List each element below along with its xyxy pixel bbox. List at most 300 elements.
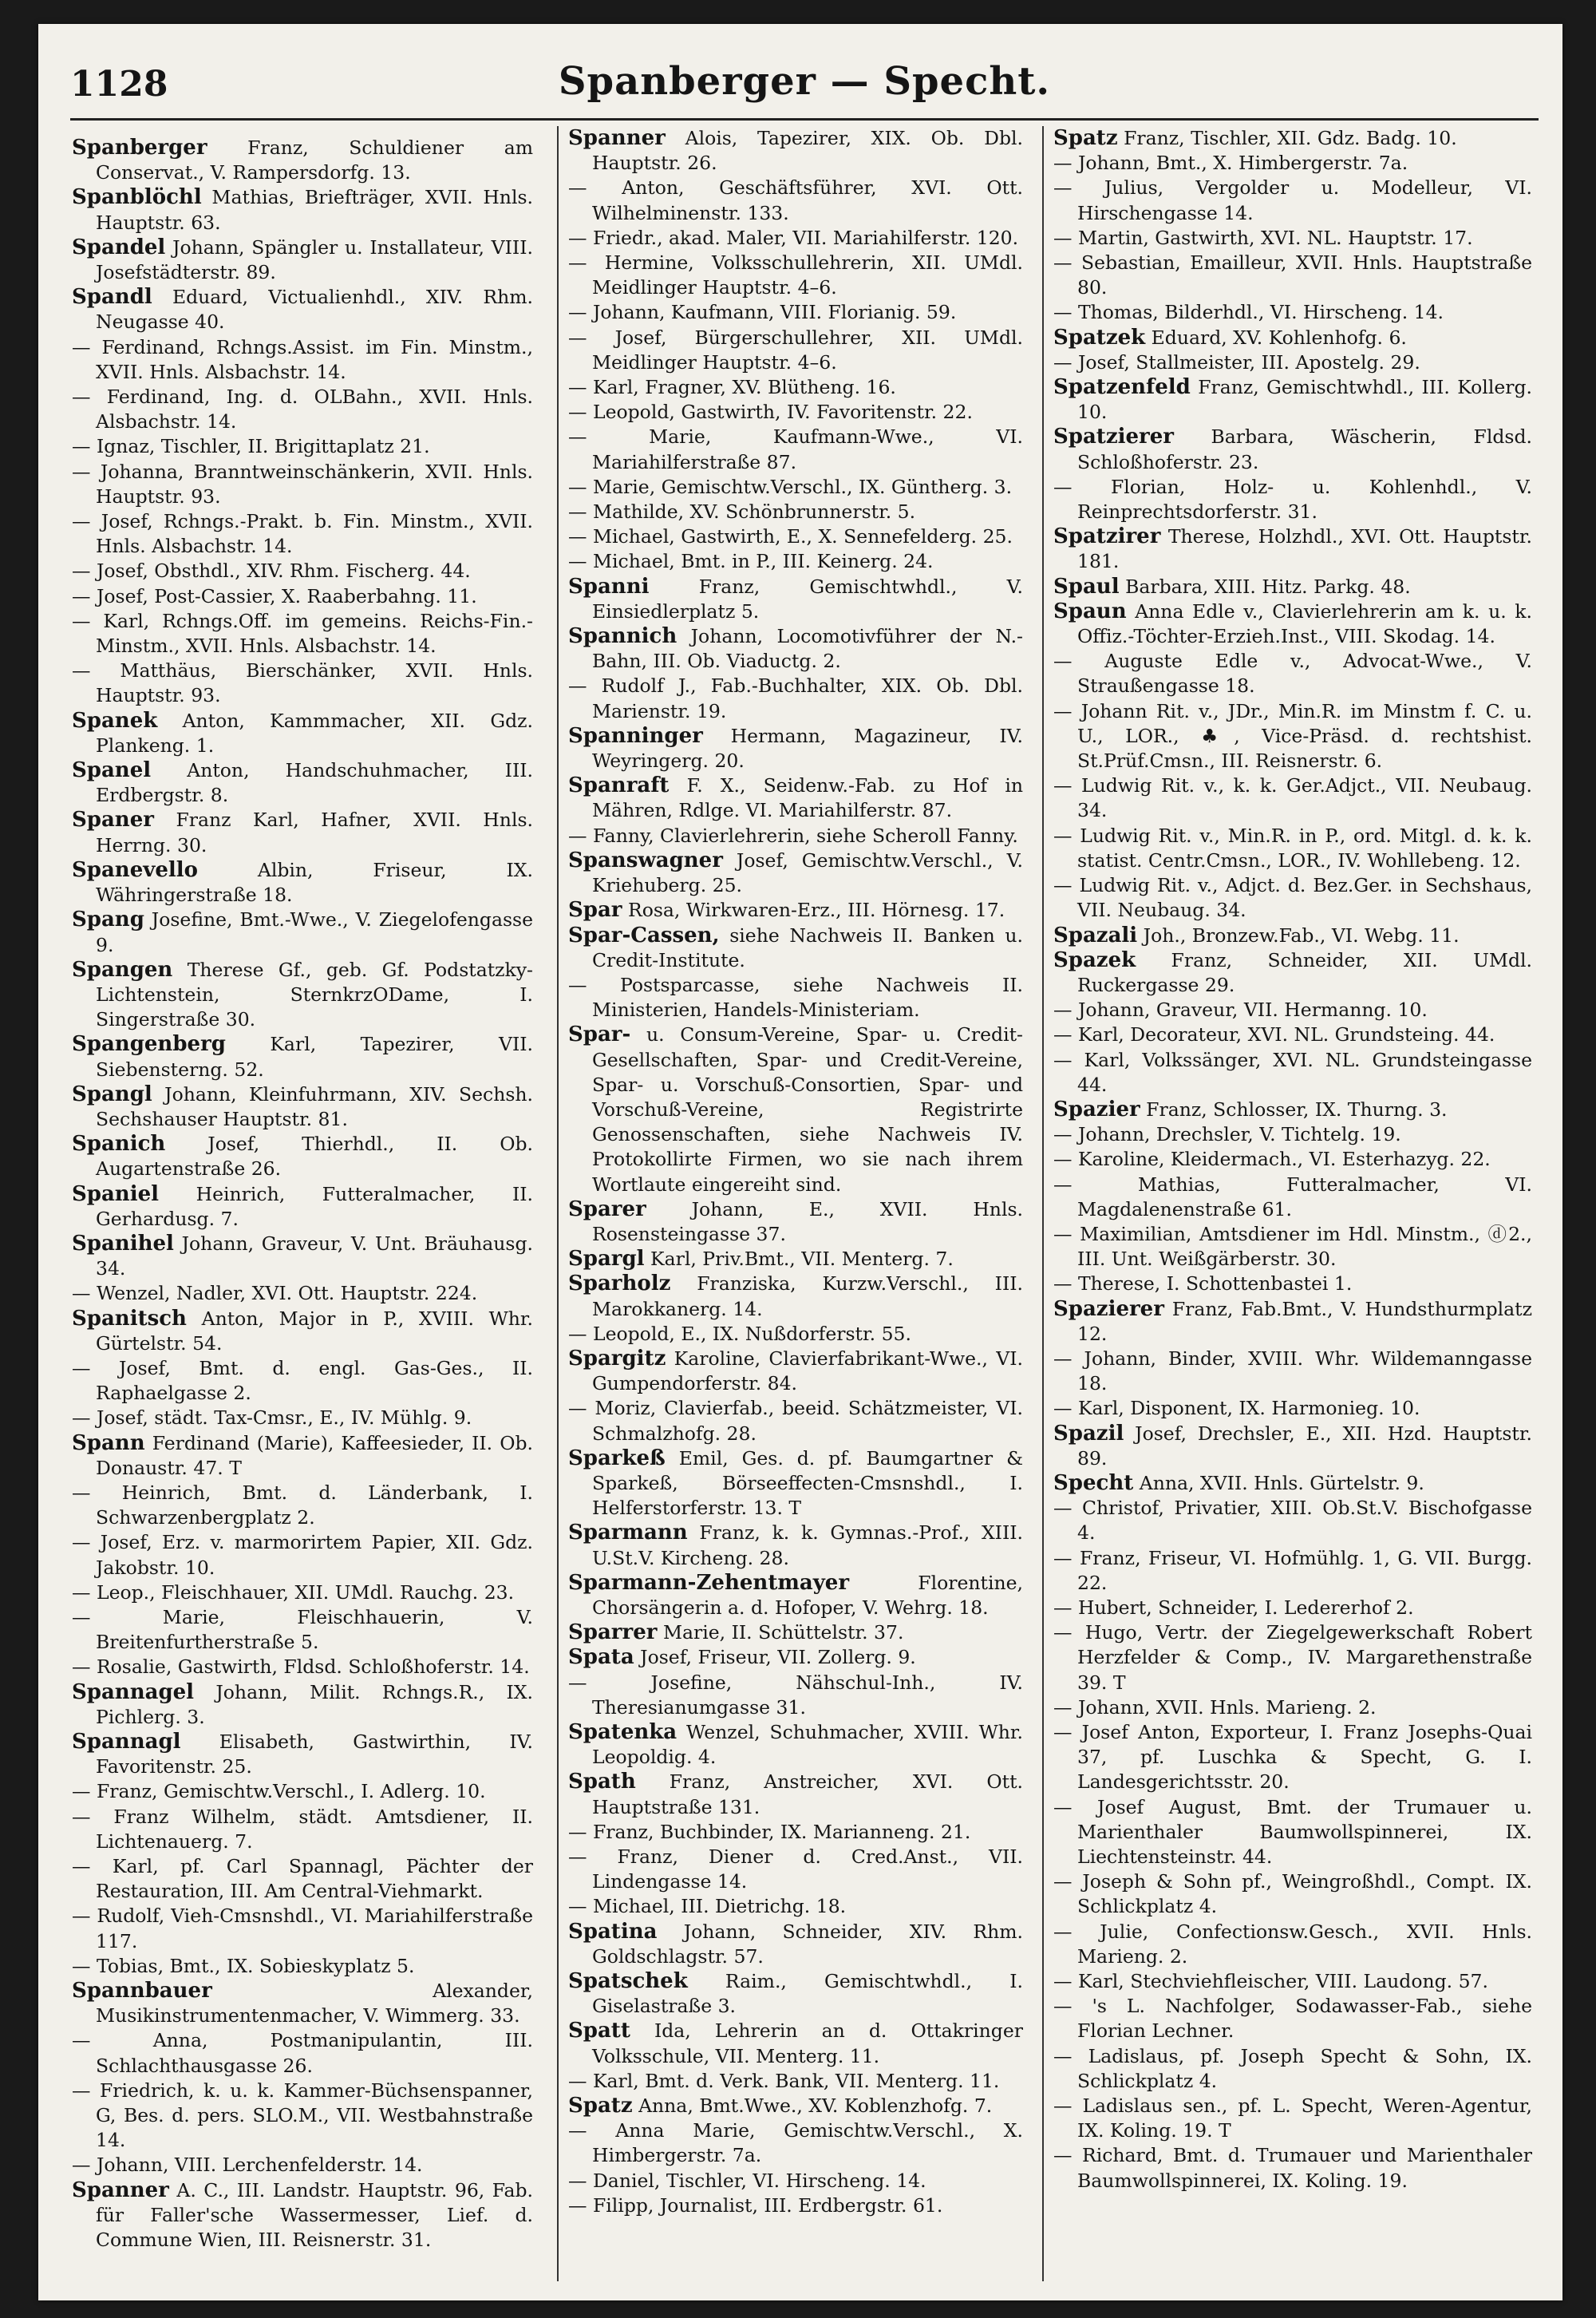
entry-details: — Johanna, Branntweinschänkerin, XVII. Hnls. Hauptstr. 93. [72,460,533,508]
entry-details: — Josef August, Bmt. der Trumauer u. Marienthaler Baumwollspinnerei, IX. Liechtensteinstr. 44. [1053,1795,1532,1869]
entry-details: — Josef, Bmt. d. engl. Gas-Ges., II. Raphaelgasse 2. [72,1356,533,1405]
entry-details: Franz, Schneider, XII. UMdl. Ruckergasse 29. [1077,948,1532,996]
entry-details: Alexander, Musikinstrumentenmacher, V. Wimmerg. 33. [96,1980,533,2027]
entry-details: Barbara, XIII. Hitz. Parkg. 48. [1125,575,1411,598]
entry-details: — Filipp, Journalist, III. Erdbergstr. 61. [568,2193,943,2217]
entry-details: — Friedrich, k. u. k. Kammer-Büchsenspanner, G, Bes. d. pers. SLO.M., VII. Westbahnstraße 14. [72,2079,533,2152]
entry-details: Anton, Major in P., XVIII. Whr. Gürtelstr. 54. [96,1307,533,1355]
directory-entry [1053,1994,1532,2043]
directory-entry [1053,425,1532,474]
directory-entry [568,674,1023,723]
directory-page [38,24,1562,2300]
directory-entry [1053,2094,1532,2143]
directory-entry [72,1281,533,1306]
directory-entry [568,1446,1023,1521]
entry-details: Franziska, Kurzw.Verschl., III. Marokkanerg. 14. [592,1272,1023,1320]
directory-entry [1053,699,1532,774]
entry-surname: Sparrer [568,1620,658,1645]
directory-entry [568,1521,1023,1570]
entry-details: — Leopold, Gastwirth, IV. Favoritenstr. 22. [568,401,973,424]
entry-surname: Sparmann [568,1521,688,1545]
directory-entry [568,824,1023,848]
entry-details: — Josef, Obsthdl., XIV. Rhm. Fischerg. 44. [72,560,471,583]
entry-details: — Johann, Binder, XVIII. Whr. Wildemanngasse 18. [1053,1347,1532,1395]
entry-details: — 's L. Nachfolger, Sodawasser-Fab., siehe Florian Lechner. [1053,1995,1532,2043]
entry-details: Josefine, Bmt.-Wwe., V. Ziegelofengasse 9. [96,908,533,956]
entry-details: — Michael, Gastwirth, E., X. Sennefelderg. 25. [568,525,1013,548]
directory-entry [568,575,1023,624]
directory-entry [568,1720,1023,1770]
directory-entry [72,2153,533,2178]
entry-details: Johann, Schneider, XIV. Rhm. Goldschlagstr. 57. [592,1920,1023,1968]
directory-entry [568,1347,1023,1396]
entry-details: — Moriz, Clavierfab., beeid. Schätzmeister, VI. Schmalzhofg. 28. [568,1397,1023,1445]
entry-details: — Leopold, E., IX. Nußdorferstr. 55. [568,1322,911,1345]
entry-details: — Josef, Stallmeister, III. Apostelg. 29. [1053,350,1420,374]
entry-details: Franz, Fab.Bmt., V. Hundsthurmplatz 12. [1077,1297,1532,1345]
entry-surname: Spang [72,908,144,932]
directory-entry [72,808,533,857]
entry-surname: Spangenberg [72,1032,226,1057]
entry-surname: Spatz [568,2094,633,2118]
entry-details: Josef, Gemischtw.Verschl., V. Kriehuberg. 25. [592,848,1023,897]
column-1 [72,136,533,2253]
entry-details: Therese Gf., geb. Gf. Podstatzky-Lichtenstein, SternkrzODame, I. Singerstraße 30. [96,958,533,1031]
entry-details: — Karl, pf. Carl Spannagl, Pächter der Restauration, III. Am Central-Viehmarkt. [72,1855,533,1903]
directory-entry [1053,326,1532,350]
directory-entry [1053,924,1532,948]
entry-details: Anna, XVII. Hnls. Gürtelstr. 9. [1139,1471,1424,1494]
entry-details: — Leop., Fleischhauer, XII. UMdl. Rauchg. 23. [72,1580,515,1604]
entry-surname: Spanblöchl [72,185,202,210]
entry-surname: Sparmann-Zehentmayer [568,1570,850,1595]
directory-entry [72,1580,533,1605]
entry-details: — Wenzel, Nadler, XVI. Ott. Hauptstr. 224. [72,1282,478,1305]
directory-entry [1053,1695,1532,1720]
entry-details: — Karl, Fragner, XV. Blütheng. 16. [568,376,896,399]
entry-surname: Spazali [1053,923,1138,947]
directory-entry [1053,773,1532,823]
directory-entry [1053,1471,1532,1496]
entry-details: — Joseph & Sohn pf., Weingroßhdl., Compt. IX. Schlickplatz 4. [1053,1870,1532,1918]
directory-entry [568,176,1023,225]
entry-details: — Ludwig Rit. v., Adjct. d. Bez.Ger. in Sechshaus, VII. Neubaug. 34. [1053,874,1532,922]
directory-entry [1053,1173,1532,1222]
directory-entry [72,434,533,459]
entry-details: Johann, Kleinfuhrmann, XIV. Sechsh. Sechshauser Hauptstr. 81. [96,1082,533,1130]
entry-details: Joh., Bronzew.Fab., VI. Webg. 11. [1143,924,1460,947]
directory-entry [1053,824,1532,873]
directory-entry [568,375,1023,400]
entry-surname: Spannagel [72,1679,195,1704]
entry-surname: Spatzierer [1053,425,1174,449]
directory-entry [72,1805,533,1854]
directory-entry [568,1023,1023,1197]
entry-details: — Josef, städt. Tax-Cmsr., E., IV. Mühlg. 9. [72,1406,472,1430]
directory-entry [72,2178,533,2253]
entry-details: — Mathilde, XV. Schönbrunnerstr. 5. [568,500,916,524]
directory-entry [1053,1222,1532,1272]
directory-entry [1053,1795,1532,1870]
directory-entry [1053,1147,1532,1172]
entry-details: A. C., III. Landstr. Hauptstr. 96, Fab. für Faller'sche Wassermesser, Lief. d. Commune Wien, III. Reisnerstr. 31. [96,2178,533,2252]
entry-details: — Ferdinand, Rchngs.Assist. im Fin. Minstm., XVII. Hnls. Alsbachstr. 14. [72,335,533,383]
entry-surname: Spargl [568,1247,645,1272]
directory-entry [72,709,533,758]
directory-entry [72,1307,533,1356]
entry-details: — Ludwig Rit. v., Min.R. in P., ord. Mitgl. d. k. k. statist. Centr.Cmsn., LOR., IV. Wohllebeng. 12. [1053,824,1532,872]
directory-entry [72,958,533,1033]
directory-entry [1053,575,1532,599]
entry-details: F. X., Seidenw.-Fab. zu Hof in Mähren, Rdlge. VI. Mariahilferstr. 87. [592,774,1023,822]
entry-surname: Spatina [568,1919,658,1944]
entry-details: — Daniel, Tischler, VI. Hirscheng. 14. [568,2169,926,2192]
entry-details: — Richard, Bmt. d. Trumauer und Marienthaler Baumwollspinnerei, IX. Koling. 19. [1053,2144,1532,2192]
entry-details: — Therese, I. Schottenbastei 1. [1053,1272,1353,1295]
page-header [70,57,1539,113]
directory-entry [568,724,1023,773]
entry-details: — Ludwig Rit. v., k. k. Ger.Adjct., VII. Neubaug. 34. [1053,774,1532,822]
column-2 [557,126,1023,2281]
entry-details: — Johann, VIII. Lerchenfelderstr. 14. [72,2154,423,2177]
directory-entry [72,136,533,185]
entry-details: — Julius, Vergolder u. Modelleur, VI. Hirschengasse 14. [1053,176,1532,224]
directory-entry [568,973,1023,1023]
entry-details: — Johann Rit. v., JDr., Min.R. im Minstm f. C. u. U., LOR., ♣, Vice-Präsd. d. rechtshist. St.Prüf.Cmsn., III. Reisnerstr. 6. [1053,699,1532,773]
entry-details: — Karl, Volkssänger, XVI. NL. Grundsteingasse 44. [1053,1048,1532,1096]
entry-surname: Spanner [72,2178,169,2202]
directory-entry [1053,151,1532,176]
directory-entry [72,1854,533,1904]
directory-entry [1053,1272,1532,1296]
directory-entry [568,1571,1023,1620]
entry-surname: Sparkeß [568,1446,666,1470]
entry-surname: Spaner [72,808,154,833]
entry-details: — Ladislaus, pf. Joseph Specht & Sohn, IX. Schlickplatz 4. [1053,2044,1532,2092]
entry-surname: Spatzek [1053,325,1146,350]
entry-details: — Karl, Rchngs.Off. im gemeins. Reichs-Fin.-Minstm., XVII. Hnls. Alsbachstr. 14. [72,609,533,658]
directory-entry [72,1082,533,1132]
directory-entry [568,500,1023,524]
directory-entry [568,1247,1023,1272]
page-title: Spanberger — Specht. [558,59,1051,104]
directory-entry [1053,1297,1532,1347]
entry-details: — Julie, Confectionsw.Gesch., XVII. Hnls. Marieng. 2. [1053,1920,1532,1968]
entry-surname: Spargitz [568,1346,666,1371]
directory-entry [568,2094,1023,2118]
directory-entry [72,1904,533,1953]
entry-details: — Postsparcasse, siehe Nachweis II. Ministerien, Handels-Ministeriam. [568,973,1023,1022]
directory-entry [72,1954,533,1979]
directory-entry [1053,599,1532,649]
directory-entry [1053,1122,1532,1147]
entry-details: Marie, II. Schüttelstr. 37. [662,1621,904,1644]
entry-surname: Spanitsch [72,1306,187,1331]
directory-entry [568,1920,1023,1969]
directory-entry [568,1820,1023,1845]
entry-details: — Heinrich, Bmt. d. Länderbank, I. Schwarzenbergplatz 2. [72,1481,533,1529]
entry-details: Johann, Graveur, V. Unt. Bräuhausg. 34. [96,1232,533,1280]
entry-details: Anna Edle v., Clavierlehrerin am k. u. k. Offiz.-Töchter-Erzieh.Inst., VIII. Skodag. 14. [1077,599,1532,648]
entry-surname: Spanek [72,708,158,733]
directory-entry [1053,1098,1532,1122]
entry-details: — Johann, Graveur, VII. Hermanng. 10. [1053,999,1428,1022]
directory-entry [72,584,533,609]
entry-details: — Franz, Friseur, VI. Hofmühlg. 1, G. VII. Burgg. 22. [1053,1546,1532,1594]
entry-surname: Specht [1053,1470,1134,1495]
entry-details: — Hubert, Schneider, I. Ledererhof 2. [1053,1596,1414,1619]
directory-entry [568,2069,1023,2094]
entry-details: — Hermine, Volksschullehrerin, XII. UMdl. Meidlinger Hauptstr. 4–6. [568,251,1023,299]
entry-surname: Spangen [72,957,173,982]
directory-entry [1053,1023,1532,1047]
directory-entry [1053,226,1532,251]
entry-surname: Spazil [1053,1421,1124,1446]
entry-details: Franz, k. k. Gymnas.-Prof., XIII. U.St.V. Kircheng. 28. [592,1521,1023,1569]
directory-entry [1053,2143,1532,2193]
directory-entry [568,1396,1023,1446]
entry-details: Ferdinand (Marie), Kaffeesieder, II. Ob. Donaustr. 47. T [96,1431,533,1479]
entry-details: Wenzel, Schuhmacher, XVIII. Whr. Leopoldig. 4. [592,1721,1023,1769]
directory-entry [568,1671,1023,1720]
entry-details: — Johann, XVII. Hnls. Marieng. 2. [1053,1695,1377,1719]
entry-details: — Karl, Bmt. d. Verk. Bank, VII. Menterg. 11. [568,2069,1000,2092]
entry-details: — Karl, Stechviehfleischer, VIII. Laudong. 57. [1053,1970,1488,1993]
entry-details: Emil, Ges. d. pf. Baumgartner & Sparkeß, Börseeffecten-Cmsnshdl., I. Helferstorferstr. 13. T [592,1446,1023,1520]
directory-entry [72,2079,533,2154]
entry-details: Therese, Holzhdl., XVI. Ott. Hauptstr. 181. [1077,525,1532,573]
entry-details: — Fanny, Clavierlehrerin, siehe Scheroll Fanny. [568,824,1018,847]
directory-entry [72,1232,533,1281]
entry-details: — Michael, III. Dietrichg. 18. [568,1895,847,1918]
entry-details: Anton, Handschuhmacher, III. Erdbergstr. 8. [96,759,533,807]
entry-details: Johann, Milit. Rchngs.R., IX. Pichlerg. 3. [96,1680,533,1728]
entry-surname: Sparer [568,1197,646,1221]
directory-entry [72,1730,533,1779]
entry-details: — Johann, Bmt., X. Himbergerstr. 7a. [1053,152,1408,175]
directory-entry [72,609,533,659]
directory-entry [72,559,533,583]
entry-details: Mathias, Briefträger, XVII. Hnls. Hauptstr. 63. [96,186,533,234]
entry-surname: Spatzirer [1053,524,1161,549]
directory-entry [568,2193,1023,2218]
entry-details: Barbara, Wäscherin, Fldsd. Schloßhoferstr. 23. [1077,425,1532,473]
directory-entry [72,1481,533,1530]
entry-surname: Spar [568,898,622,923]
directory-entry [568,2169,1023,2193]
directory-entry [72,1032,533,1082]
directory-entry [72,858,533,908]
entry-surname: Spatz [1053,126,1118,150]
entry-details: — Anna, Postmanipulantin, III. Schlachthausgasse 26. [72,2029,533,2077]
entry-details: — Friedr., akad. Maler, VII. Mariahilferstr. 120. [568,226,1019,249]
entry-details: — Tobias, Bmt., IX. Sobieskyplatz 5. [72,1954,415,1977]
directory-entry [72,1182,533,1232]
entry-details: — Karoline, Kleidermach., VI. Esterhazyg. 22. [1053,1148,1491,1171]
entry-details: — Michael, Bmt. in P., III. Keinerg. 24. [568,550,934,573]
entry-details: Florentine, Chorsängerin a. d. Hofoper, V. Wehrg. 18. [592,1571,1023,1619]
entry-surname: Spatt [568,2019,630,2043]
directory-entry [1053,649,1532,698]
entry-details: — Marie, Kaufmann-Wwe., VI. Mariahilferstraße 87. [568,425,1023,473]
directory-entry [1053,998,1532,1023]
entry-details: Franz, Gemischtwhdl., V. Einsiedlerplatz 5. [592,575,1023,623]
entry-details: — Sebastian, Emailleur, XVII. Hnls. Hauptstraße 80. [1053,251,1532,299]
entry-details: Hermann, Magazineur, IV. Weyringerg. 20. [592,724,1023,773]
directory-entry [72,908,533,957]
directory-entry [72,1356,533,1406]
entry-details: Franz, Schuldiener am Conservat., V. Rampersdorfg. 13. [96,136,533,184]
directory-entry [1053,873,1532,923]
entry-surname: Spanni [568,574,650,599]
entry-details: Elisabeth, Gastwirthin, IV. Favoritenstr. 25. [96,1731,533,1778]
directory-entry [568,2118,1023,2168]
entry-surname: Spath [568,1770,636,1794]
entry-details: — Karl, Disponent, IX. Harmonieg. 10. [1053,1397,1420,1420]
directory-entry [568,1845,1023,1894]
entry-surname: Spar-Cassen, [568,923,720,947]
entry-details: Alois, Tapezirer, XIX. Ob. Dbl. Hauptstr. 26. [592,127,1023,175]
entry-details: — Maximilian, Amtsdiener im Hdl. Minstm., ⓓ2., III. Unt. Weißgärberstr. 30. [1053,1222,1532,1271]
directory-entry [72,659,533,708]
entry-surname: Spanich [72,1132,166,1157]
entry-surname: Spazier [1053,1097,1140,1121]
entry-surname: Spaul [1053,574,1120,599]
entry-surname: Spazek [1053,947,1136,972]
entry-surname: Spaun [1053,599,1127,623]
directory-entry [72,1431,533,1481]
directory-entry [1053,1422,1532,1471]
entry-details: u. Consum-Vereine, Spar- u. Credit-Gesellschaften, Spar- und Credit-Vereine, Spar- u. Vorschuß-Consortien, Spar- und Vorschuß-Vereine, Registrirte Genossenschaften, siehe Nachweis IV. Protokollirte Firmen, wo sie nach ihrem Wortlaute eingereiht sind. [592,1023,1023,1196]
entry-details: — Christof, Privatier, XIII. Ob.St.V. Bischofgasse 4. [1053,1497,1532,1545]
directory-entry [1053,1048,1532,1098]
entry-details: Franz, Schlosser, IX. Thurng. 3. [1146,1098,1448,1121]
directory-entry [1053,1396,1532,1421]
directory-entry [568,848,1023,898]
entry-details: Rosa, Wirkwaren-Erz., III. Hörnesg. 17. [628,899,1005,922]
entry-details: — Rudolf J., Fab.-Buchhalter, XIX. Ob. Dbl. Marienstr. 19. [568,674,1023,722]
entry-surname: Spar- [568,1023,631,1047]
entry-details: — Thomas, Bilderhdl., VI. Hirscheng. 14. [1053,301,1444,324]
entry-surname: Sparholz [568,1272,671,1296]
entry-details: — Johann, Kaufmann, VIII. Florianig. 59. [568,301,957,324]
directory-entry [72,335,533,385]
entry-details: Franz Karl, Hafner, XVII. Hnls. Herrng. 30. [96,809,533,856]
entry-details: — Franz, Buchbinder, IX. Marianneng. 21. [568,1820,971,1843]
directory-entry [1053,1620,1532,1695]
entry-details: — Auguste Edle v., Advocat-Wwe., V. Straußengasse 18. [1053,650,1532,698]
entry-details: — Josef, Post-Cassier, X. Raaberbahng. 11. [72,584,477,607]
directory-entry [568,524,1023,549]
entry-details: — Ferdinand, Ing. d. OLBahn., XVII. Hnls. Alsbachstr. 14. [72,386,533,433]
directory-entry [72,1605,533,1655]
directory-entry [568,1272,1023,1321]
entry-details: — Matthäus, Bierschänker, XVII. Hnls. Hauptstr. 93. [72,659,533,707]
directory-entry [1053,524,1532,574]
directory-entry [568,1770,1023,1819]
entry-details: — Marie, Gemischtw.Verschl., IX. Güntherg. 3. [568,475,1013,498]
entry-details: Karl, Tapezirer, VII. Siebensterng. 52. [96,1033,533,1081]
entry-details: Karoline, Clavierfabrikant-Wwe., VI. Gumpendorferstr. 84. [592,1347,1023,1395]
entry-surname: Spanel [72,758,152,783]
entry-surname: Spanswagner [568,848,723,872]
directory-entry [72,758,533,808]
directory-entry [1053,1546,1532,1596]
entry-surname: Spangl [72,1082,152,1106]
entry-surname: Spatzenfeld [1053,375,1191,400]
directory-entry [72,509,533,559]
directory-entry [1053,475,1532,524]
entry-details: — Marie, Fleischhauerin, V. Breitenfurtherstraße 5. [72,1605,533,1654]
directory-entry [568,924,1023,973]
directory-entry [568,300,1023,325]
entry-surname: Spannbauer [72,1979,212,2004]
directory-entry [568,624,1023,674]
directory-entry [72,1655,533,1679]
directory-entry [1053,300,1532,325]
entry-details: Josef, Thierhdl., II. Ob. Augartenstraße 26. [96,1133,533,1181]
directory-entry [568,475,1023,500]
page-number: 1128 [70,64,168,105]
directory-entry [1053,1920,1532,1969]
entry-details: — Hugo, Vertr. der Ziegelgewerkschaft Robert Herzfelder & Comp., IV. Margarethenstraße 39. T [1053,1621,1532,1694]
entry-details: — Franz, Gemischtw.Verschl., I. Adlerg. 10. [72,1780,486,1803]
directory-entry [1053,1869,1532,1919]
directory-entry [1053,1496,1532,1545]
directory-entry [568,1322,1023,1347]
entry-details: — Rosalie, Gastwirth, Fldsd. Schloßhoferstr. 14. [72,1655,530,1679]
directory-entry [72,1530,533,1580]
entry-surname: Spata [568,1645,634,1670]
entry-details: Franz, Gemischtwhdl., III. Kollerg. 10. [1077,376,1532,424]
directory-entry [568,1620,1023,1645]
directory-entry [72,1680,533,1730]
entry-details: Raim., Gemischtwhdl., I. Giselastraße 3. [592,1970,1023,2018]
entry-details: — Ladislaus sen., pf. L. Specht, Weren-Agentur, IX. Koling. 19. T [1053,2095,1532,2142]
directory-entry [72,1132,533,1181]
directory-entry [72,285,533,334]
entry-surname: Spanner [568,126,666,150]
entry-details: Karl, Priv.Bmt., VII. Menterg. 7. [650,1248,954,1271]
entry-details: — Martin, Gastwirth, XVI. NL. Hauptstr. 17. [1053,226,1473,249]
entry-surname: Spanberger [72,136,207,160]
entry-details: — Ignaz, Tischler, II. Brigittaplatz 21. [72,435,430,458]
entry-surname: Spatenka [568,1720,678,1744]
entry-details: Eduard, Victualienhdl., XIV. Rhm. Neugasse 40. [96,286,533,334]
entry-surname: Spatschek [568,1969,688,1994]
entry-details: Heinrich, Futteralmacher, II. Gerhardusg. 7. [96,1182,533,1230]
entry-surname: Spannich [568,624,678,649]
entry-details: Albin, Friseur, IX. Währingerstraße 18. [96,858,533,907]
entry-details: Ida, Lehrerin an d. Ottakringer Volksschule, VII. Menterg. 11. [592,2019,1023,2067]
directory-entry [568,1969,1023,2019]
directory-entry [568,226,1023,251]
entry-details: Anton, Kammmacher, XII. Gdz. Plankeng. 1. [96,709,533,757]
directory-entry [1053,375,1532,425]
entry-details: siehe Nachweis II. Banken u. Credit-Institute. [592,924,1023,971]
entry-surname: Spanraft [568,773,670,798]
entry-details: Anna, Bmt.Wwe., XV. Koblenzhofg. 7. [638,2095,993,2118]
entry-details: — Anton, Geschäftsführer, XVI. Ott. Wilhelminenstr. 133. [568,176,1023,224]
entry-details: Johann, Spängler u. Installateur, VIII. Josefstädterstr. 89. [96,235,533,284]
entry-details: — Mathias, Futteralmacher, VI. Magdalenenstraße 61. [1053,1173,1532,1220]
entry-details: — Florian, Holz- u. Kohlenhdl., V. Reinprechtsdorferstr. 31. [1053,475,1532,524]
directory-entry [1053,176,1532,225]
entry-surname: Spanninger [568,723,703,748]
entry-details: — Josef, Rchngs.-Prakt. b. Fin. Minstm., XVII. Hnls. Alsbachstr. 14. [72,510,533,558]
entry-surname: Spazierer [1053,1296,1164,1321]
directory-entry [1053,1720,1532,1795]
